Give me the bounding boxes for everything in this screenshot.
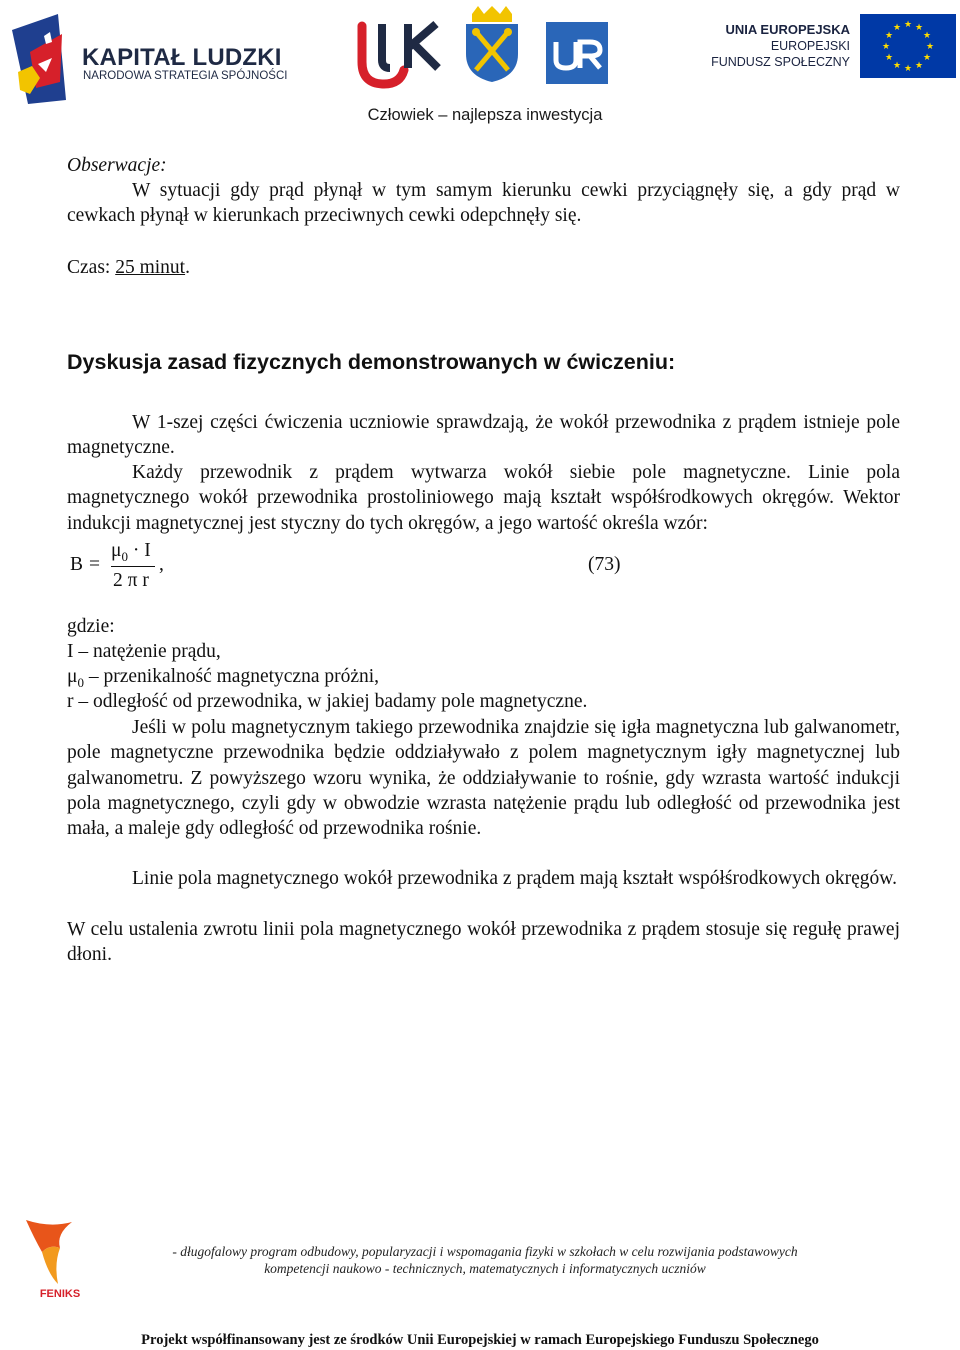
formula-num-rest: · I	[127, 540, 151, 561]
paragraph-5: W celu ustalenia zwrotu linii pola magnetycznego wokół przewodnika z prądem stosuje się regułę prawej dłoni.	[67, 919, 900, 966]
definition-current: I – natężenie prądu,	[67, 641, 221, 662]
formula-mu-sub: 0	[121, 548, 128, 564]
feniks-label: FENIKS	[39, 1288, 81, 1300]
project-funding-note: Projekt współfinansowany jest ze środków Unii Europejskiej w ramach Europejskiego Funduszu Społecznego	[141, 1332, 819, 1348]
definition-permeability-text: – przenikalność magnetyczna próżni,	[83, 666, 380, 687]
ur-logo-icon	[546, 22, 608, 84]
eu-line-1: UNIA EUROPEJSKA	[725, 22, 850, 37]
time-label: Czas:	[67, 257, 116, 278]
paragraph-2: Każdy przewodnik z prądem wytwarza wokół siebie pole magnetyczne. Linie pola magnetycznego wokół przewodnika prostoliniowego mają kształt współśrodkowych okręgów. Wektor indukcji magnetycznej jest styczny do tych okręgów, a jego wartość określa wzór:	[67, 462, 900, 534]
svg-text:★: ★	[914, 23, 924, 33]
eu-flag-icon	[860, 14, 956, 78]
program-line-2: kompetencji naukowo - technicznych, matematycznych i informatycznych uczniów	[264, 1261, 706, 1276]
observations-label: Obserwacje:	[67, 155, 167, 176]
tagline: Człowiek – najlepsza inwestycja	[367, 106, 603, 124]
formula-lhs: B	[70, 554, 84, 575]
svg-text:★: ★	[922, 53, 932, 63]
svg-text:★: ★	[884, 53, 894, 63]
svg-text:★: ★	[914, 61, 924, 71]
paragraph-1: W 1-szej części ćwiczenia uczniowie sprawdzają, że wokół przewodnika z prądem istnieje pole magnetyczne.	[67, 412, 900, 459]
mu-subscript: 0	[77, 674, 84, 690]
formula-equals: =	[89, 554, 100, 575]
definition-distance: r – odległość od przewodnika, w jakiej badamy pole magnetyczne.	[67, 691, 588, 712]
paragraph-4: Linie pola magnetycznego wokół przewodnika z prądem mają kształt współśrodkowych okręgów.	[132, 868, 897, 889]
eu-line-3: FUNDUSZ SPOŁECZNY	[711, 55, 850, 69]
formula-denominator: 2 π r	[113, 570, 149, 591]
svg-text:★: ★	[903, 64, 913, 74]
jagiellonian-crest-icon	[460, 4, 524, 84]
observations-text: W sytuacji gdy prąd płynął w tym samym kierunku cewki przyciągnęły się, a gdy prąd w cewkach płynął w kierunkach przeciwnych cewki odepchnęły się.	[67, 180, 900, 227]
formula-comma: ,	[159, 554, 164, 575]
feniks-logo	[20, 1218, 100, 1300]
formula-mu: μ	[111, 540, 122, 561]
time-line	[67, 255, 900, 280]
svg-text:★: ★	[922, 31, 932, 41]
time-value: 25 minut	[115, 257, 186, 278]
svg-text:★: ★	[892, 61, 902, 71]
section-heading: Dyskusja zasad fizycznych demonstrowanych w ćwiczeniu:	[67, 350, 676, 374]
where-label: gdzie:	[67, 616, 115, 637]
paragraph-3: Jeśli w polu magnetycznym takiego przewodnika znajdzie się igła magnetyczna lub galwanometr, pole magnetyczne przewodnika będzie oddziaływało z polem magnetycznym igły magnetycznej lub galwanometru. Z powyższego wzoru wynika, że oddziaływanie to rośnie, gdy wzrasta wartość indukcji pola magnetycznego, czyli gdy w obwodzie wzrasta natężenie prądu lub odległość od przewodnika jest mała, a maleje gdy odległość od przewodnika rośnie.	[67, 717, 900, 840]
eu-line-2: EUROPEJSKI	[770, 39, 850, 53]
uj-logo-icon	[356, 18, 446, 90]
formula-number: (73)	[588, 554, 621, 575]
kapital-ludzki-title: KAPITAŁ LUDZKI	[82, 44, 282, 71]
svg-text:★: ★	[925, 42, 935, 52]
fraction-bar	[111, 566, 155, 567]
mu-symbol: μ	[67, 666, 78, 687]
svg-text:★: ★	[884, 31, 894, 41]
time-end: .	[185, 257, 190, 278]
eu-fund-text	[700, 22, 850, 70]
program-line-1: - długofalowy program odbudowy, popularyzacji i wspomagania fizyki w szkołach w celu rozwijania podstawowych	[172, 1244, 798, 1259]
svg-text:★: ★	[892, 23, 902, 33]
program-description	[120, 1243, 850, 1277]
svg-text:★: ★	[903, 20, 913, 30]
kapital-ludzki-subtitle: NARODOWA STRATEGIA SPÓJNOŚCI	[83, 70, 288, 82]
formula-73	[67, 538, 667, 598]
formula-numerator	[111, 540, 151, 565]
svg-text:★: ★	[881, 42, 891, 52]
